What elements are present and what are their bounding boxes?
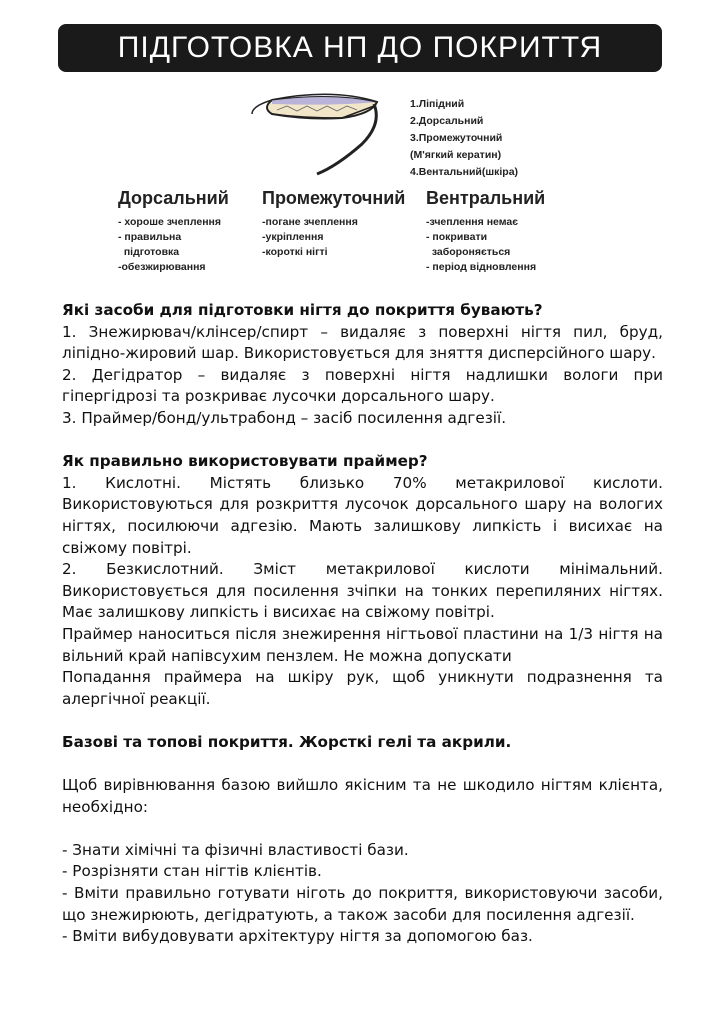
paragraph: 1. Знежирювач/клінсер/спирт – видаляє з поверхні нігтя пил, бруд, ліпідно-жировий шар. Використовується для зняття дисперсійного шару.	[62, 322, 663, 363]
column-item: - покривати	[426, 231, 488, 243]
column-item: -короткі нігті	[262, 246, 328, 258]
paragraph: Праймер наноситься після знежирення нігтьової пластини на 1/3 нігтя на вільний край напівсухим пензлем. Не можна допускати	[62, 624, 663, 665]
column-item: - хороше зчеплення	[118, 216, 222, 228]
column-intermediate	[262, 188, 405, 260]
column-item: - період відновлення	[426, 261, 537, 273]
bullet-item: - Вміти вибудовувати архітектуру нігтя за допомогою баз.	[62, 927, 533, 946]
column-ventral	[426, 188, 545, 275]
diagram-legend	[410, 96, 518, 181]
legend-item: 1.Ліпідний	[410, 98, 465, 110]
column-item: -укріплення	[262, 231, 324, 243]
bullet-item: - Розрізняти стан нігтів клієнтів.	[62, 862, 322, 881]
section-question: Базові та топові покриття. Жорсткі гелі та акрили.	[62, 732, 512, 751]
column-heading: Вентральний	[426, 188, 546, 208]
column-item: -обезжирювання	[118, 261, 206, 273]
legend-item: (М'ягкий кератин)	[410, 149, 502, 161]
page-title-text: ПІДГОТОВКА НП ДО ПОКРИТТЯ	[117, 31, 603, 64]
paragraph: Попадання праймера на шкіру рук, щоб уникнути подразнення та алергічної реакції.	[62, 668, 663, 708]
paragraph: 3. Праймер/бонд/ультрабонд – засіб посилення адгезії.	[62, 408, 507, 427]
column-heading: Дорсальний	[118, 188, 229, 208]
paragraph: 2. Безкислотний. Зміст метакрилової кислоти мінімальний. Використовується для посилення зчіпки на тонких перепиляних нігтях. Має залишкову липкість і висихає на свіжому повітрі.	[62, 560, 663, 622]
column-item: - правильна	[118, 231, 182, 243]
body-text	[62, 300, 663, 948]
legend-item: 4.Вентальний(шкіра)	[410, 166, 519, 178]
column-item: -погане зчеплення	[262, 216, 358, 228]
column-dorsal	[118, 188, 229, 275]
section-question: Як правильно використовувати праймер?	[62, 452, 428, 471]
paragraph: 2. Дегідратор – видаляє з поверхні нігтя надлишки вологи при гіпергідрозі та розкриває лусочки дорсального шару.	[62, 365, 663, 406]
column-heading: Промежуточний	[262, 188, 406, 208]
column-item: забороняється	[426, 246, 511, 258]
bullet-item: - Знати хімічні та фізичні властивості бази.	[62, 840, 409, 859]
column-item: -зчеплення немає	[426, 216, 519, 228]
page-title	[58, 24, 662, 72]
paragraph: 1. Кислотні. Містять близько 70% метакрилової кислоти. Використовуються для розкриття лусочок дорсального шару на вологих нігтях, посилюючи адгезію. Мають залишкову липкість і висихає на свіжому повітрі.	[62, 473, 663, 557]
section-question: Які засоби для підготовки нігтя до покриття бувають?	[62, 301, 543, 319]
legend-item: 2.Дорсальний	[410, 115, 484, 127]
legend-item: 3.Промежуточний	[410, 132, 503, 144]
bullet-item: - Вміти правильно готувати ніготь до покриття, використовуючи засоби, що знежирюють, дегідратують, а також засоби для посилення адгезії.	[62, 884, 663, 924]
paragraph: Щоб вирівнювання базою вийшло якісним та не шкодило нігтям клієнта, необхідно:	[62, 776, 663, 816]
column-item: підготовка	[118, 246, 180, 258]
